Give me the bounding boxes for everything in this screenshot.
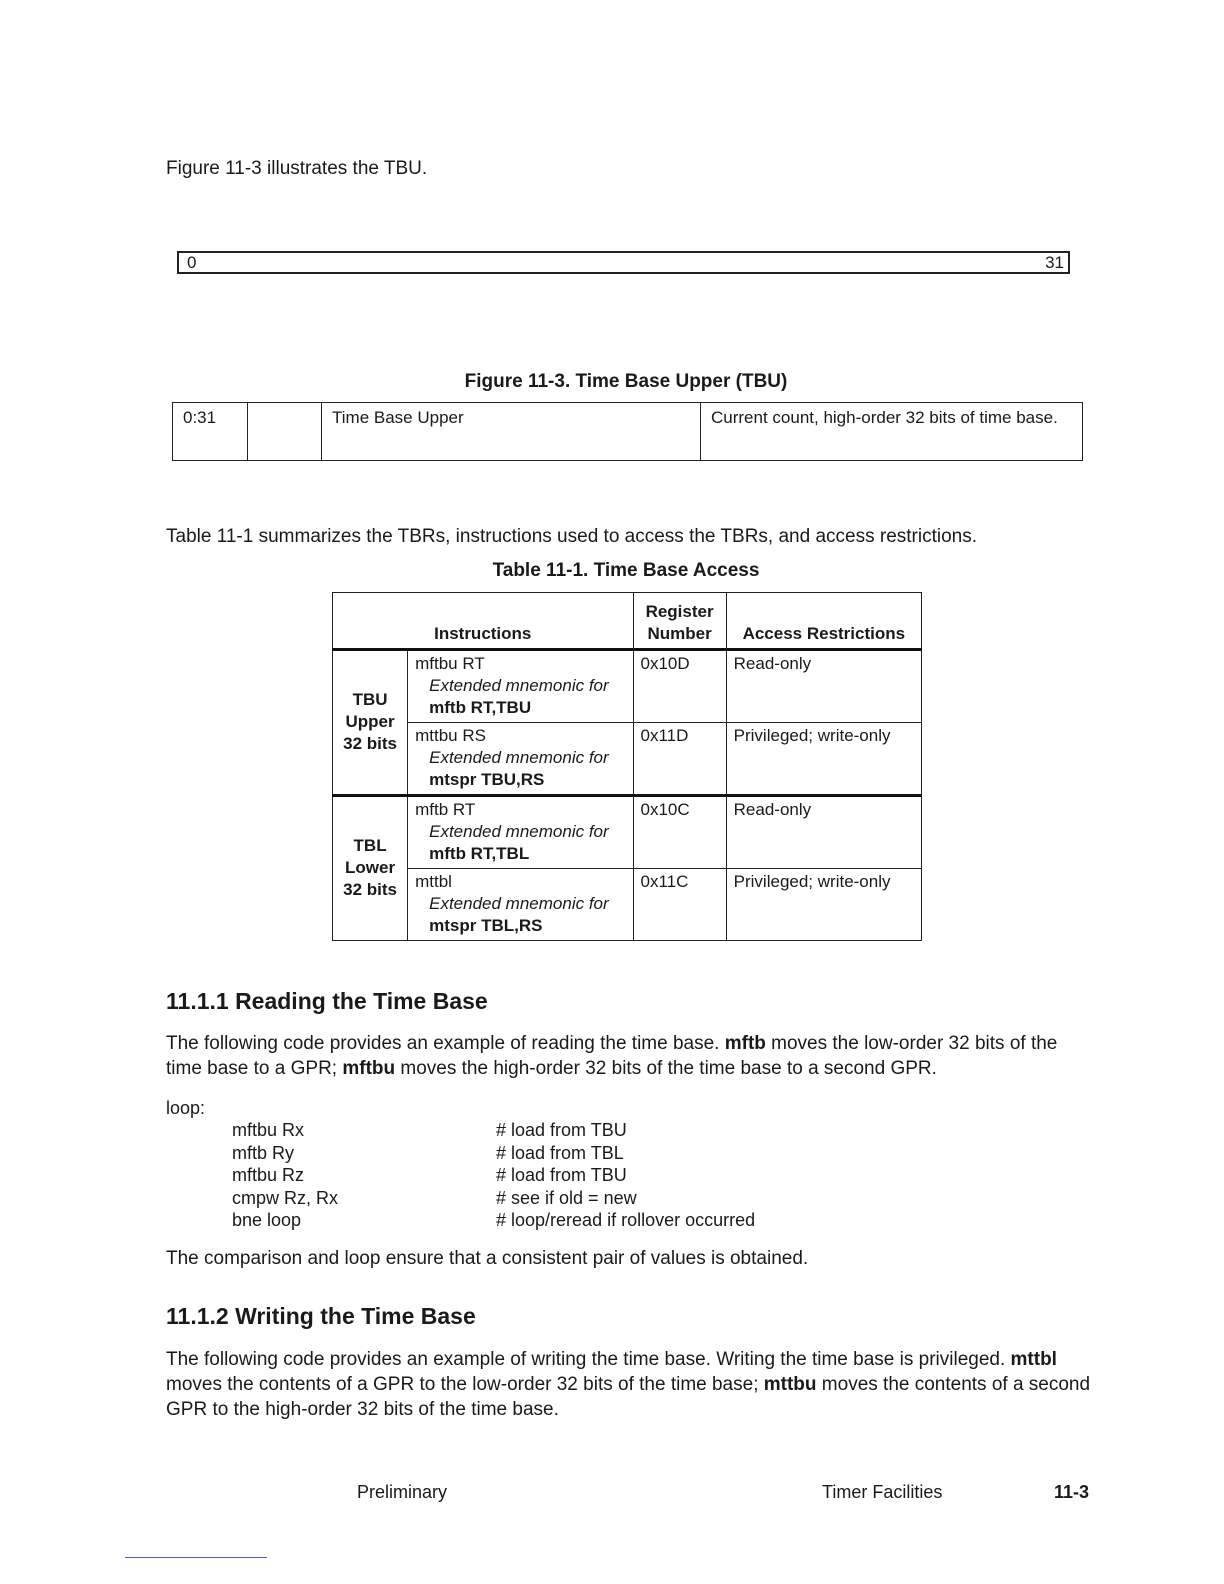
code-block bbox=[232, 1119, 832, 1234]
table-row bbox=[333, 650, 922, 723]
code-comment: # load from TBU bbox=[496, 1165, 627, 1185]
text-run: moves the high-order 32 bits of the time base to a second GPR. bbox=[395, 1058, 937, 1079]
text-run: The following code provides an example of reading the time base. bbox=[166, 1033, 725, 1054]
header-register-number-line2: Number bbox=[647, 624, 712, 643]
instruction-cell bbox=[408, 796, 633, 869]
group-label-line: Lower bbox=[345, 858, 396, 877]
group-label-tbl bbox=[333, 796, 408, 941]
instr-mttbl: mttbl bbox=[1010, 1349, 1057, 1370]
text-run: moves the low-order 32 bits of the time base to a GPR; bbox=[166, 1033, 1058, 1079]
access-cell: Privileged; write-only bbox=[726, 723, 921, 796]
code-line bbox=[232, 1119, 832, 1142]
instruction-cell bbox=[408, 869, 633, 941]
access-cell: Privileged; write-only bbox=[726, 869, 921, 941]
table-row bbox=[333, 796, 922, 869]
code-comment: # load from TBL bbox=[496, 1142, 624, 1163]
code-op: mftbu Rx bbox=[232, 1120, 305, 1140]
instruction-name: mttbl bbox=[415, 872, 452, 891]
code-op: mftb Ry bbox=[232, 1142, 295, 1163]
section-1-paragraph bbox=[166, 1031, 1091, 1081]
code-label: loop: bbox=[166, 1098, 206, 1118]
instruction-cell bbox=[408, 723, 633, 796]
code-op: mftbu Rz bbox=[232, 1165, 305, 1185]
header-register-number-line1: Register bbox=[645, 602, 714, 621]
code-comment: # see if old = new bbox=[496, 1187, 637, 1208]
instruction-target: mtspr TBU,RS bbox=[429, 770, 545, 789]
text-run: The following code provides an example of writing the time base. Writing the time base is privileged. bbox=[166, 1349, 1011, 1370]
group-label-tbu bbox=[333, 650, 408, 796]
code-line bbox=[232, 1164, 832, 1187]
table-intro: Table 11-1 summarizes the TBRs, instructions used to access the TBRs, and access restrictions. bbox=[166, 526, 978, 547]
register-number-cell: 0x10D bbox=[633, 650, 726, 723]
instruction-name: mttbu RS bbox=[415, 726, 486, 745]
instruction-note: Extended mnemonic for bbox=[429, 894, 609, 913]
register-number-cell: 0x11D bbox=[633, 723, 726, 796]
group-label-line: Upper bbox=[345, 712, 395, 731]
field-row bbox=[173, 403, 1083, 461]
code-op: bne loop bbox=[232, 1210, 302, 1230]
access-cell: Read-only bbox=[726, 650, 921, 723]
register-number-cell: 0x10C bbox=[633, 796, 726, 869]
instruction-note: Extended mnemonic for bbox=[429, 676, 609, 695]
field-description-table bbox=[172, 402, 1083, 461]
field-label: Time Base Upper bbox=[322, 403, 701, 461]
table-row bbox=[333, 723, 922, 796]
table-row bbox=[333, 869, 922, 941]
register-bit-bar bbox=[177, 251, 1070, 274]
instruction-target: mftb RT,TBU bbox=[429, 698, 532, 717]
instruction-note: Extended mnemonic for bbox=[429, 748, 609, 767]
field-description: Current count, high-order 32 bits of time base. bbox=[701, 403, 1083, 461]
after-code-text: The comparison and loop ensure that a consistent pair of values is obtained. bbox=[166, 1248, 809, 1269]
code-line bbox=[232, 1187, 832, 1210]
bit-31-label: 31 bbox=[1045, 253, 1064, 272]
instruction-name: mftb RT bbox=[415, 800, 476, 819]
field-name bbox=[248, 403, 322, 461]
header-instructions: Instructions bbox=[333, 593, 634, 650]
group-label-line: 32 bits bbox=[343, 880, 397, 899]
bit-0-label: 0 bbox=[187, 253, 197, 272]
group-label-line: 32 bits bbox=[343, 734, 397, 753]
group-label-line: TBU bbox=[352, 690, 388, 709]
footer-page-number: 11-3 bbox=[1054, 1482, 1090, 1502]
text-run: moves the contents of a GPR to the low-order 32 bits of the time base; bbox=[166, 1374, 764, 1395]
section-heading-writing: 11.1.2 Writing the Time Base bbox=[166, 1303, 476, 1329]
table-caption: Table 11-1. Time Base Access bbox=[492, 560, 760, 581]
instr-mttbu: mttbu bbox=[763, 1374, 817, 1395]
register-number-cell: 0x11C bbox=[633, 869, 726, 941]
section-2-paragraph bbox=[166, 1347, 1096, 1422]
time-base-access-table bbox=[332, 592, 922, 941]
section-heading-reading: 11.1.1 Reading the Time Base bbox=[166, 988, 488, 1014]
instr-mftbu: mftbu bbox=[342, 1058, 396, 1079]
link-underline bbox=[125, 1557, 267, 1558]
code-comment: # loop/reread if rollover occurred bbox=[496, 1210, 756, 1230]
instruction-name: mftbu RT bbox=[415, 654, 485, 673]
instruction-target: mftb RT,TBL bbox=[429, 844, 530, 863]
footer-chapter-title: Timer Facilities bbox=[822, 1482, 943, 1502]
footer-preliminary: Preliminary bbox=[357, 1482, 448, 1502]
figure-caption: Figure 11-3. Time Base Upper (TBU) bbox=[464, 371, 788, 392]
group-label-line: TBL bbox=[353, 836, 387, 855]
code-comment: # load from TBU bbox=[496, 1120, 627, 1140]
table-header-row bbox=[333, 593, 922, 650]
field-bits: 0:31 bbox=[173, 403, 248, 461]
instruction-note: Extended mnemonic for bbox=[429, 822, 609, 841]
code-line bbox=[232, 1142, 832, 1165]
header-access-restrictions: Access Restrictions bbox=[726, 593, 921, 650]
instruction-cell bbox=[408, 650, 633, 723]
header-register-number bbox=[633, 593, 726, 650]
instruction-target: mtspr TBL,RS bbox=[429, 916, 543, 935]
instr-mftb: mftb bbox=[724, 1033, 766, 1054]
intro-text: Figure 11-3 illustrates the TBU. bbox=[166, 158, 428, 179]
access-cell: Read-only bbox=[726, 796, 921, 869]
code-line bbox=[232, 1209, 832, 1232]
code-op: cmpw Rz, Rx bbox=[232, 1187, 339, 1208]
text-run: moves the contents of a second GPR to the high-order 32 bits of the time base. bbox=[166, 1374, 1091, 1420]
